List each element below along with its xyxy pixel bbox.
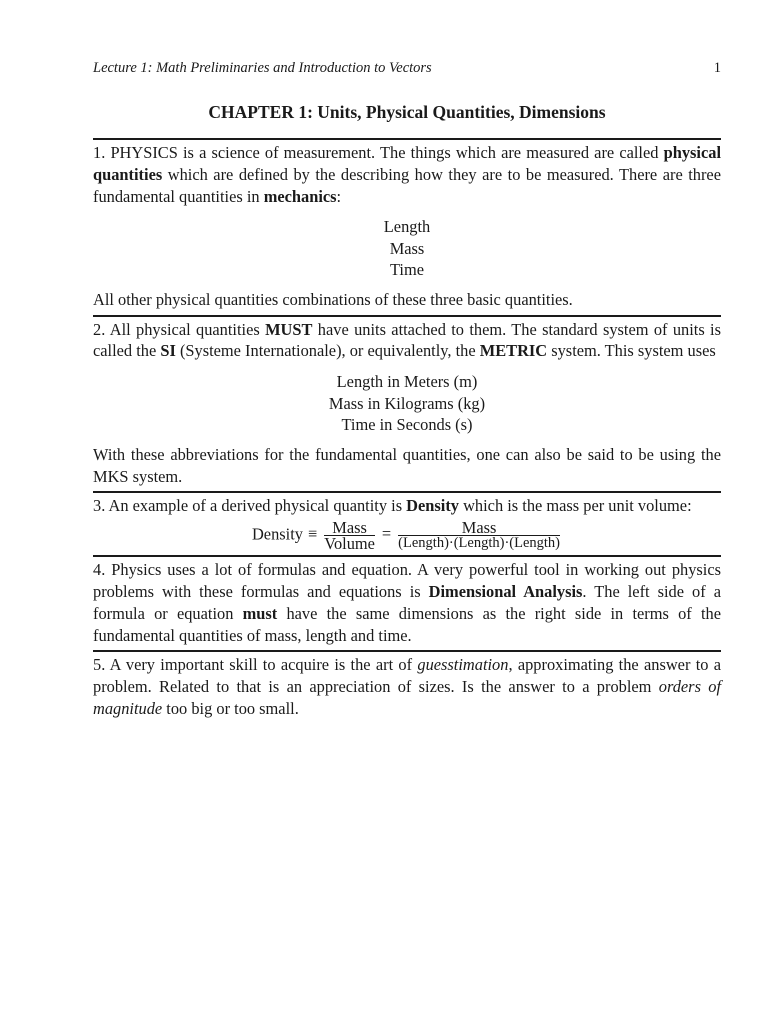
density-equation [93, 518, 721, 554]
list-item: Time in Seconds (s) [341, 415, 473, 435]
section-3-intro: 3. An example of a derived physical quantity is Density which is the mass per unit volume: [93, 496, 692, 516]
page-number: 1 [713, 60, 721, 76]
list-item: Mass in Kilograms (kg) [328, 393, 486, 413]
denominator: Volume [324, 534, 375, 554]
chapter-title: CHAPTER 1: Units, Physical Quantities, Dimensions [208, 102, 606, 122]
equiv-sign: ≡ [307, 524, 318, 544]
list-item: Mass [389, 238, 425, 258]
section-1-conclusion: All other physical quantities combinations of these three basic quantities. [93, 289, 573, 309]
list-item: Time [389, 260, 424, 280]
equals-sign: = [381, 524, 392, 544]
section-2-intro: 2. All physical quantities MUST have units attached to them. The standard system of units is called the SI (Systeme Internationale), or equivalently, the METRIC system. This system uses [93, 319, 721, 361]
content [93, 138, 721, 724]
section-4 [93, 557, 721, 650]
list-item: Length in Meters (m) [336, 372, 478, 392]
numerator: Mass [398, 520, 560, 536]
running-title: Lecture 1: Math Preliminaries and Introduction to Vectors [93, 60, 432, 76]
section-5 [93, 652, 721, 723]
fundamental-quantities-list [93, 216, 721, 281]
list-item: Length [383, 217, 431, 237]
section-5-text: 5. A very important skill to acquire is the art of guesstimation, approximating the answer to a problem. Related to that is an appreciation of sizes. Is the answer to a problem orders of magnitude too big or too small. [93, 655, 722, 718]
section-1-intro: 1. PHYSICS is a science of measurement. The things which are measured are called physical quantities which are defined by the describing how they are to be measured. There are three fundamental quantities in mechanics: [93, 143, 721, 206]
section-1 [93, 140, 721, 315]
si-units-list [93, 371, 721, 436]
denominator: (Length)·(Length)·(Length) [398, 535, 561, 552]
section-2 [93, 317, 721, 492]
section-2-conclusion: With these abbreviations for the fundamental quantities, one can also be said to be using the MKS system. [93, 444, 721, 486]
section-3 [93, 493, 721, 555]
fraction-mass-volume [324, 518, 375, 554]
running-header [93, 60, 721, 77]
fraction-mass-length-cubed [398, 520, 560, 551]
numerator: Mass [324, 520, 375, 536]
section-4-text: 4. Physics uses a lot of formulas and equation. A very powerful tool in working out physics problems with these formulas and equations is Dimensional Analysis. The left side of a formula or equation must have the same dimensions as the right side in terms of the fundamental quantities of mass, length and time. [93, 560, 721, 645]
equation-lhs: Density [251, 524, 303, 544]
